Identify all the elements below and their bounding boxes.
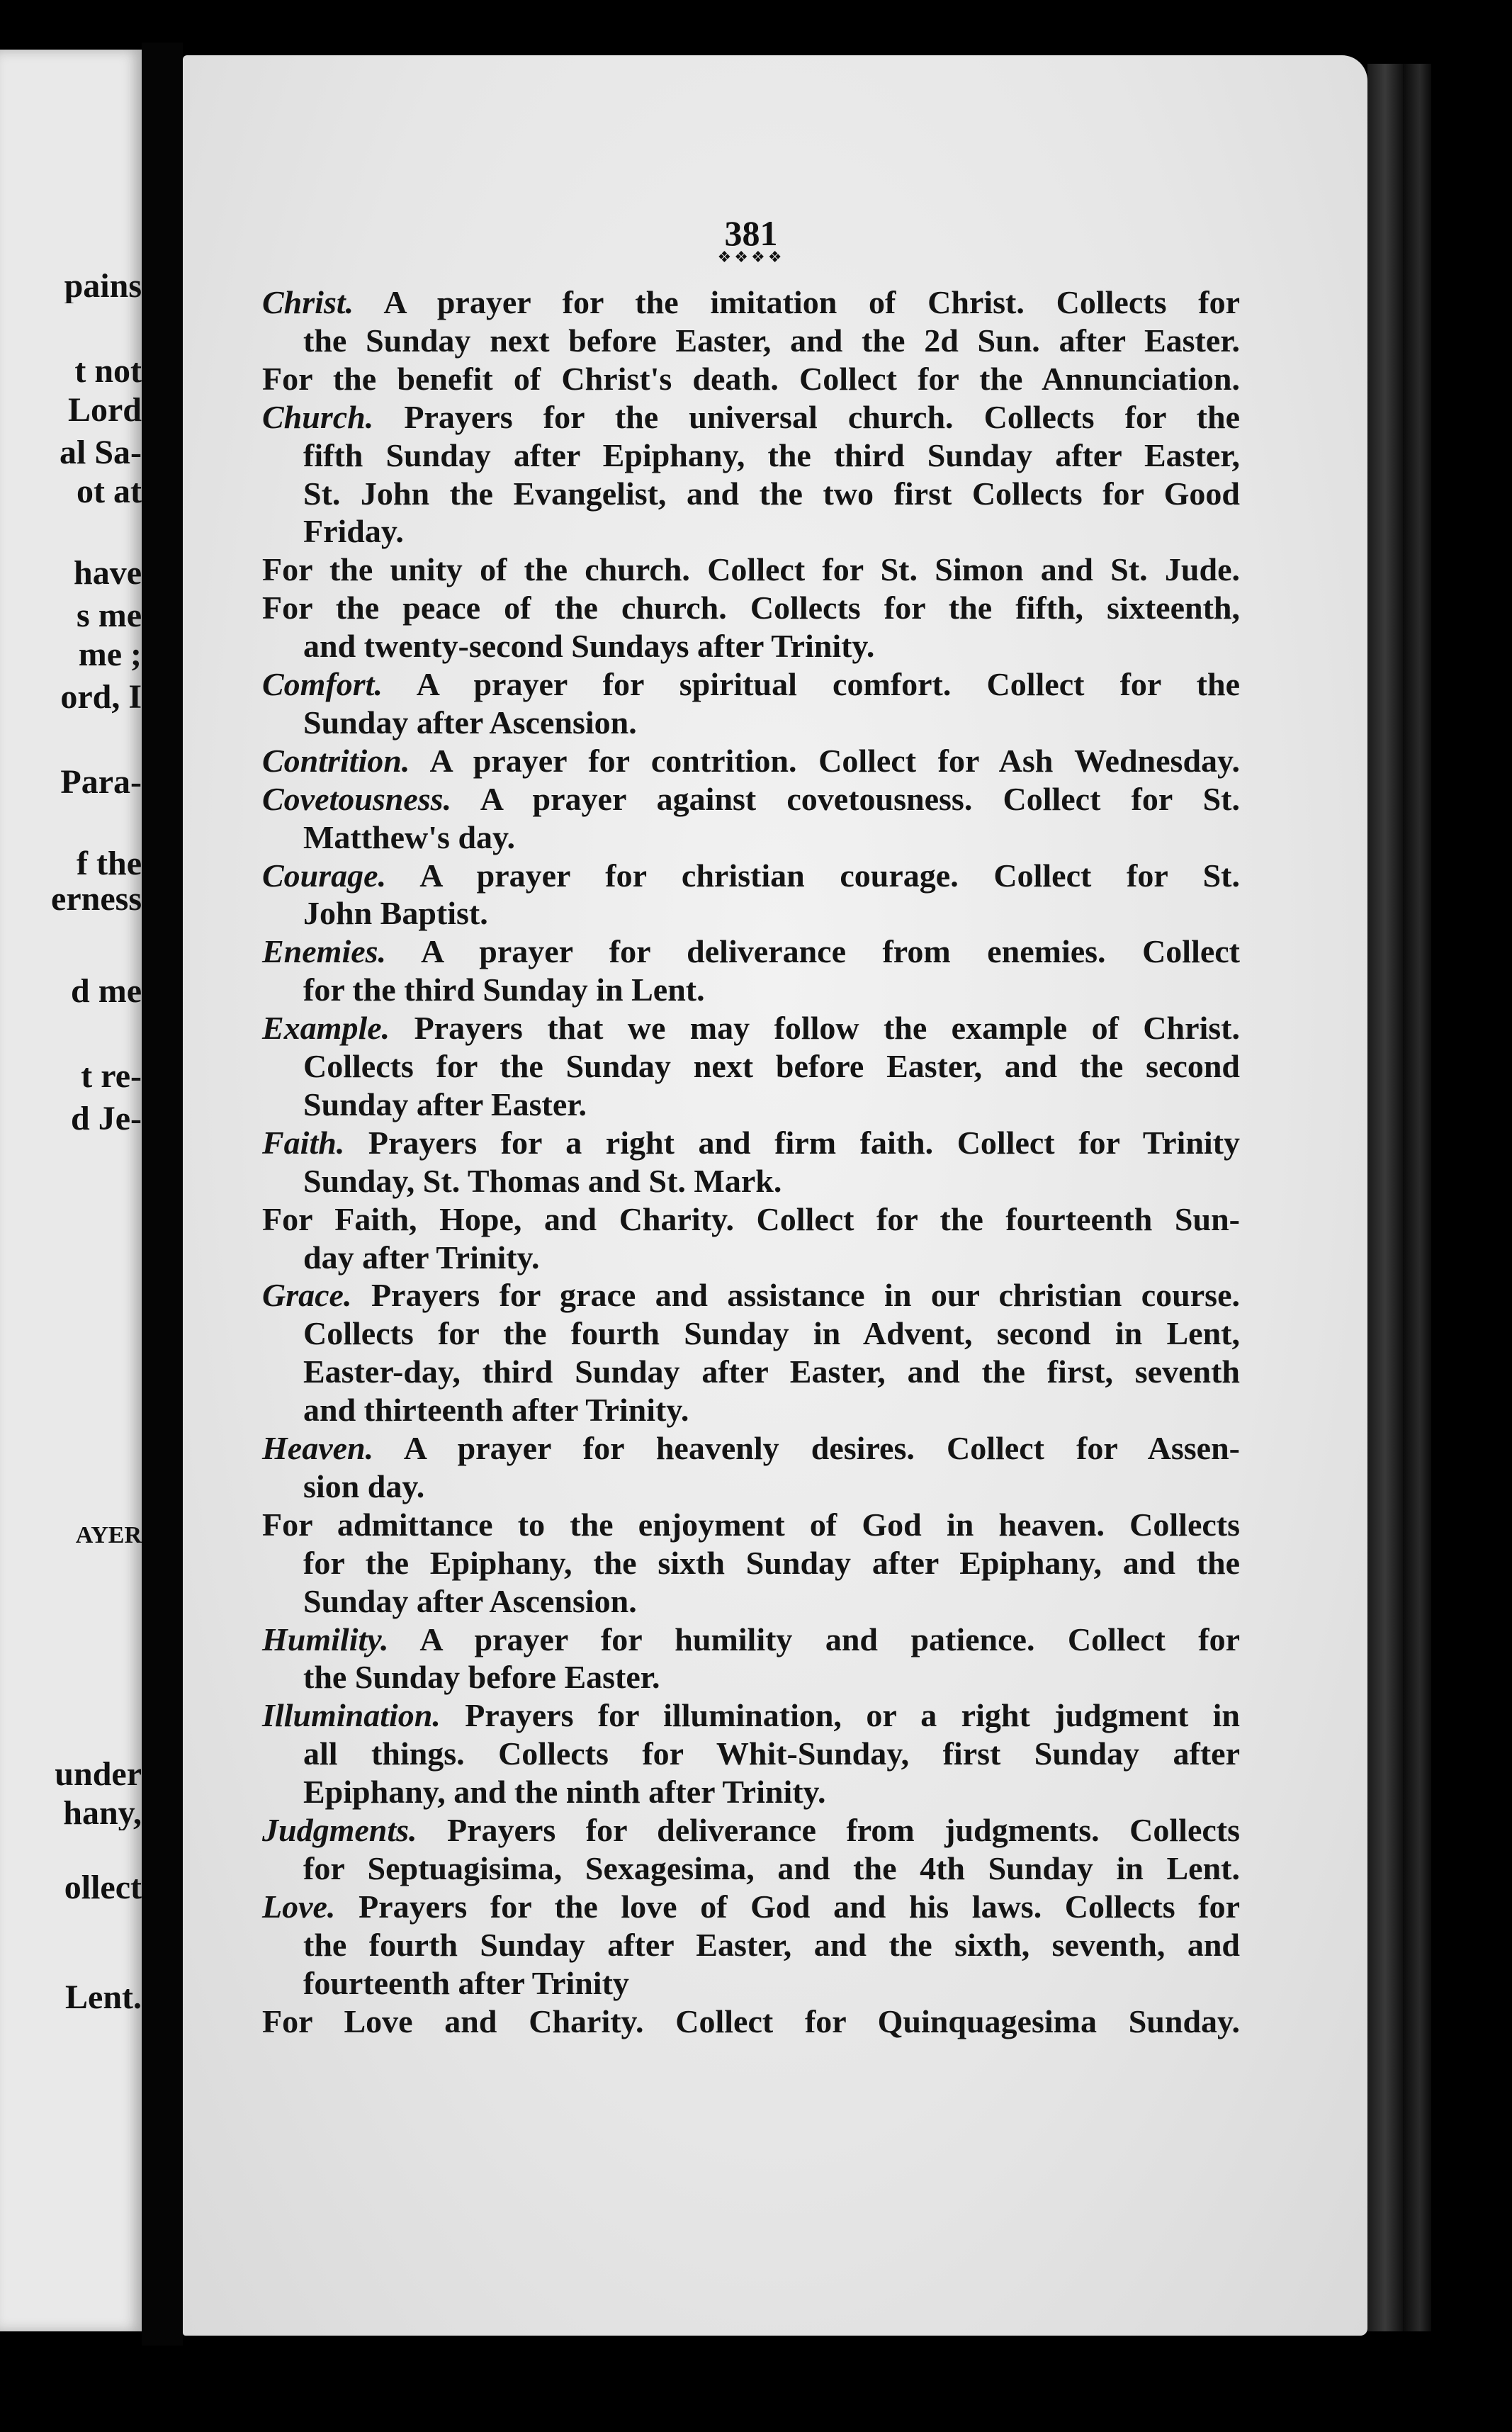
index-keyword: Covetousness.	[262, 780, 452, 817]
index-entry-text: for the third Sunday in Lent.	[303, 972, 705, 1008]
index-keyword: Christ.	[262, 284, 354, 320]
index-line	[262, 1200, 1240, 1239]
index-keyword: Illumination.	[262, 1697, 441, 1734]
index-line	[303, 1964, 1240, 2003]
index-entry-text: day after Trinity.	[303, 1239, 540, 1276]
left-page-fragment: pains	[64, 269, 142, 303]
index-line	[303, 1544, 1240, 1582]
left-page-fragment: ot at	[77, 475, 142, 509]
left-page-fragment: ollect	[64, 1871, 142, 1905]
index-entry-text: Prayers that we may follow the example of Christ.	[414, 1010, 1241, 1047]
left-page-fragment: under	[55, 1757, 142, 1791]
index-keyword: Example.	[262, 1010, 390, 1047]
left-page-fragment: f the	[77, 847, 142, 881]
index-line	[303, 512, 1240, 551]
left-page-fragment: me ;	[78, 638, 142, 672]
index-line	[262, 551, 1240, 589]
index-line	[303, 1086, 1240, 1124]
index-entry-text: For the peace of the church. Collects for the fifth, sixteenth,	[262, 590, 1240, 626]
index-entry-text: Easter-day, third Sunday after Easter, and the first, seventh	[303, 1353, 1240, 1390]
index-entry-text: A prayer for contrition. Collect for Ash Wednesday.	[429, 742, 1240, 779]
left-page-fragment: d me	[71, 974, 142, 1008]
index-entry-text: For the benefit of Christ's death. Collect for the Annunciation.	[262, 360, 1240, 397]
index-line	[303, 627, 1240, 665]
index-line	[303, 1735, 1240, 1773]
index-line	[303, 1314, 1240, 1353]
index-entry-text: For Faith, Hope, and Charity. Collect for the fourteenth Sun-	[262, 1200, 1240, 1237]
index-entry-text: For Love and Charity. Collect for Quinquagesima Sunday.	[262, 2003, 1240, 2039]
index-entry-text: for the Epiphany, the sixth Sunday after Epiphany, and the	[303, 1544, 1240, 1581]
left-page-fragment: d Je-	[71, 1102, 142, 1136]
index-entry-text: A prayer against covetousness. Collect for St.	[480, 780, 1240, 817]
index-line	[262, 933, 1240, 971]
index-line	[303, 1658, 1240, 1696]
left-page-fragment: Para-	[60, 765, 142, 799]
index-keyword: Humility.	[262, 1621, 389, 1657]
index-entry-text: A prayer for christian courage. Collect for St.	[419, 857, 1240, 894]
index-entry-text: all things. Collects for Whit-Sunday, first Sunday after	[303, 1735, 1240, 1772]
index-line	[303, 1391, 1240, 1429]
index-keyword: Contrition.	[262, 742, 410, 779]
book-cover-edge	[1403, 64, 1431, 2331]
index-entry-text: and twenty-second Sundays after Trinity.	[303, 628, 875, 665]
index-entry-text: Sunday after Ascension.	[303, 704, 637, 741]
left-page-fragment: hany,	[63, 1796, 142, 1830]
index-entry-text: St. John the Evangelist, and the two first Collects for Good	[303, 475, 1240, 512]
left-page-fragment: al Sa-	[59, 436, 142, 470]
index-entry-text: the Sunday next before Easter, and the 2d Sun. after Easter.	[303, 322, 1240, 359]
index-line	[262, 2003, 1240, 2041]
ornament-rule: ❖❖❖❖	[717, 248, 785, 266]
index-entry-text: the fourth Sunday after Easter, and the sixth, seventh, and	[303, 1926, 1240, 1963]
index-entry-text: Epiphany, and the ninth after Trinity.	[303, 1774, 826, 1811]
index-entry-text: Sunday, St. Thomas and St. Mark.	[303, 1162, 782, 1199]
index-line	[262, 1506, 1240, 1544]
left-page-fragment: erness	[51, 882, 142, 916]
index-line	[303, 704, 1240, 742]
left-page-fragment: t not	[74, 354, 142, 388]
index-line	[303, 971, 1240, 1009]
index-line	[303, 1468, 1240, 1506]
book-gutter	[142, 43, 183, 2346]
index-entry-text: fourteenth after Trinity	[303, 1964, 629, 2001]
index-entry-text: Prayers for the love of God and his laws. Collects for	[359, 1888, 1240, 1925]
index-line	[262, 1811, 1240, 1850]
index-line	[303, 1773, 1240, 1811]
left-page-fragment: Lent.	[65, 1981, 142, 2015]
index-keyword: Faith.	[262, 1124, 345, 1161]
index-line	[262, 398, 1240, 437]
index-line	[262, 780, 1240, 818]
index-line	[262, 589, 1240, 627]
index-entry-text: Sunday after Ascension.	[303, 1582, 637, 1619]
index-line	[303, 1047, 1240, 1086]
index-line	[262, 1621, 1240, 1659]
index-line	[262, 360, 1240, 398]
left-page-fragment: AYER	[75, 1524, 142, 1548]
index-line	[303, 475, 1240, 513]
index-line	[303, 1162, 1240, 1200]
index-line	[303, 1239, 1240, 1277]
index-line	[262, 665, 1240, 704]
index-line	[262, 1276, 1240, 1314]
index-entry-text: fifth Sunday after Epiphany, the third Sunday after Easter,	[303, 437, 1240, 473]
index-entry-text: Prayers for a right and firm faith. Collect for Trinity	[368, 1124, 1241, 1161]
index-line	[303, 1353, 1240, 1391]
index-entry-text: sion day.	[303, 1468, 425, 1504]
index-entry-text: and thirteenth after Trinity.	[303, 1392, 689, 1429]
left-page-fragment: have	[74, 556, 142, 590]
index-entry-text: Collects for the Sunday next before Easter, and the second	[303, 1048, 1240, 1084]
index-keyword: Grace.	[262, 1277, 352, 1314]
left-page-fragment: s me	[77, 599, 142, 633]
index-entry-text: A prayer for humility and patience. Collect for	[419, 1621, 1240, 1657]
index-keyword: Courage.	[262, 857, 387, 894]
index-entry-text: Friday.	[303, 513, 404, 550]
index-keyword: Church.	[262, 398, 374, 435]
index-line	[262, 1696, 1240, 1735]
index-line	[262, 742, 1240, 780]
index-line	[303, 818, 1240, 857]
index-entry-text: John Baptist.	[303, 895, 488, 932]
index-entry-text: For admittance to the enjoyment of God in heaven. Collects	[262, 1506, 1240, 1543]
page-edge	[1367, 64, 1403, 2331]
index-line	[303, 1582, 1240, 1621]
index-entry-text: Sunday after Easter.	[303, 1086, 587, 1122]
index-entry-text: Prayers for deliverance from judgments. Collects	[447, 1812, 1240, 1848]
index-line	[303, 1926, 1240, 1964]
index-entry-text: A prayer for heavenly desires. Collect for Assen-	[403, 1430, 1240, 1466]
index-line	[303, 894, 1240, 933]
page-number: 381	[724, 213, 778, 253]
index-line	[262, 1124, 1240, 1162]
index-entry-text: Collects for the fourth Sunday in Advent, second in Lent,	[303, 1315, 1240, 1352]
index-entry-text: A prayer for the imitation of Christ. Collects for	[383, 284, 1240, 320]
index-line	[262, 1888, 1240, 1926]
index-entry-text: Matthew's day.	[303, 818, 515, 855]
index-entry-text: for Septuagisima, Sexagesima, and the 4th Sunday in Lent.	[303, 1850, 1240, 1886]
index-entry-text: A prayer for deliverance from enemies. Collect	[421, 933, 1241, 970]
index-line	[303, 1850, 1240, 1888]
left-page-fragment: t re-	[81, 1059, 142, 1093]
left-page-fragment: ord, I	[60, 680, 142, 714]
index-line	[262, 1429, 1240, 1468]
index-line	[262, 857, 1240, 895]
index-entry-text: Prayers for the universal church. Collects for the	[404, 398, 1240, 435]
left-page-fragment: Lord	[67, 393, 142, 427]
index-entry-text: the Sunday before Easter.	[303, 1659, 660, 1696]
index-line	[262, 1009, 1240, 1047]
index-keyword: Heaven.	[262, 1430, 374, 1466]
index-entry-text: Prayers for grace and assistance in our christian course.	[371, 1277, 1240, 1314]
index-entry-text: A prayer for spiritual comfort. Collect for the	[416, 666, 1240, 702]
index-line	[262, 283, 1240, 322]
index-entry-text: Prayers for illumination, or a right judgment in	[465, 1697, 1240, 1734]
index-entry-text: For the unity of the church. Collect for St. Simon and St. Jude.	[262, 551, 1240, 588]
index-keyword: Comfort.	[262, 666, 383, 702]
index-line	[303, 437, 1240, 475]
index-keyword: Judgments.	[262, 1812, 417, 1848]
index-keyword: Love.	[262, 1888, 336, 1925]
index-line	[303, 322, 1240, 360]
index-keyword: Enemies.	[262, 933, 387, 970]
